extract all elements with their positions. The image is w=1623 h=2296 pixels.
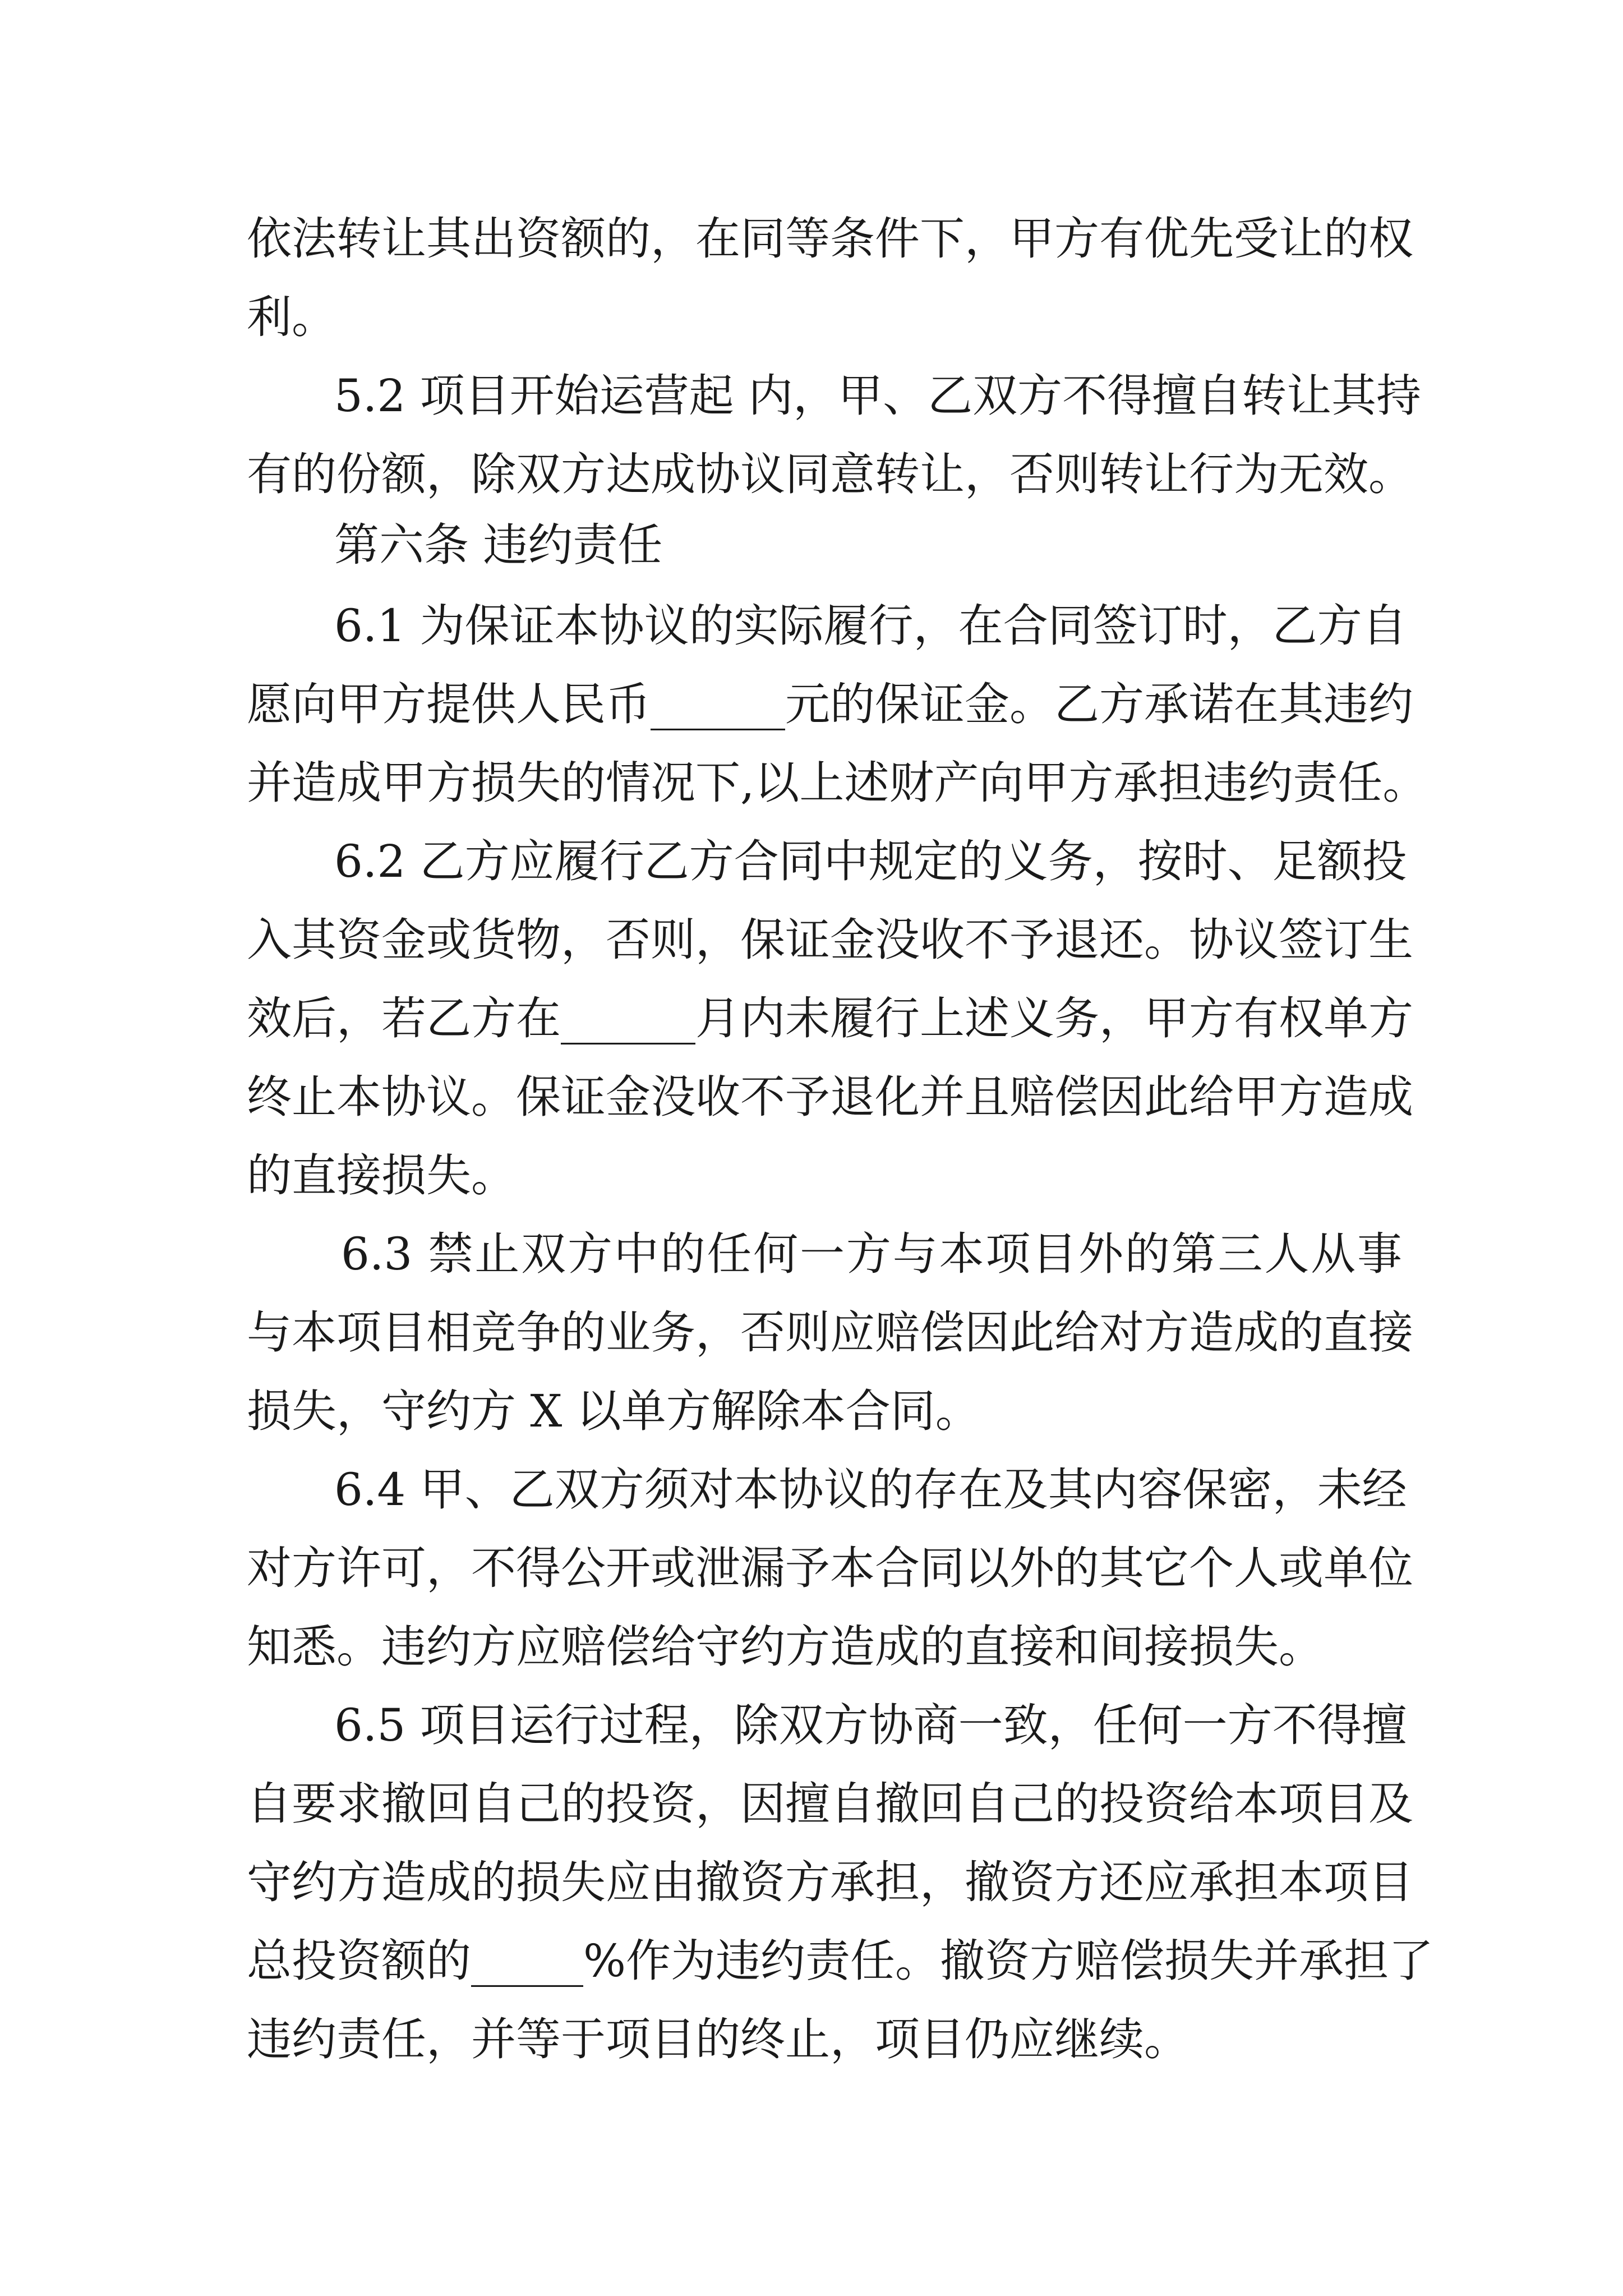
text-line: 损失，守约方 X 以单方解除本合同。 bbox=[247, 1385, 980, 1437]
section-heading: 第六条 违约责任 bbox=[334, 519, 663, 571]
text-line: 有的份额，除双方达成协议同意转让，否则转让行为无效。 bbox=[247, 448, 1413, 500]
text-line: 6.2 乙方应履行乙方合同中规定的义务，按时、足额投 bbox=[334, 835, 1407, 887]
text-line: 6.4 甲、乙双方须对本协议的存在及其内容保密，未经 bbox=[334, 1464, 1407, 1516]
text-line: 利。 bbox=[247, 291, 336, 343]
text-line: 终止本协议。保证金没收不予退化并且赔偿因此给甲方造成 bbox=[247, 1071, 1413, 1123]
text-line: 知悉。违约方应赔偿给守约方造成的直接和间接损失。 bbox=[247, 1621, 1324, 1673]
text-line: 自要求撤回自己的投资，因擅自撤回自己的投资给本项目及 bbox=[247, 1778, 1413, 1830]
text-line: 6.1 为保证本协议的实际履行，在合同签订时，乙方自 bbox=[334, 600, 1407, 652]
text-line: 6.5 项目运行过程，除双方协商一致，任何一方不得擅 bbox=[334, 1699, 1407, 1751]
text-line: 对方许可，不得公开或泄漏予本合同以外的其它个人或单位 bbox=[247, 1542, 1413, 1594]
text-line: 并造成甲方损失的情况下,以上述财产向甲方承担违约责任。 bbox=[247, 757, 1428, 809]
text-line: 违约责任，并等于项目的终止，项目仍应继续。 bbox=[247, 2013, 1189, 2065]
text-line: 5.2 项目开始运营起 内，甲、乙双方不得擅自转让其持 bbox=[334, 370, 1422, 422]
text-line: 总投资额的_____%作为违约责任。撤资方赔偿损失并承担了 bbox=[247, 1935, 1434, 1987]
text-line: 的直接损失。 bbox=[247, 1149, 516, 1202]
text-line: 愿向甲方提供人民币______元的保证金。乙方承诺在其违约 bbox=[247, 678, 1413, 730]
text-line: 效后，若乙方在______月内未履行上述义务，甲方有权单方 bbox=[247, 992, 1413, 1045]
text-line: 入其资金或货物，否则，保证金没收不予退还。协议签订生 bbox=[247, 914, 1413, 966]
text-line: 6.3 禁止双方中的任何一方与本项目外的第三人从事 bbox=[341, 1228, 1402, 1280]
text-line: 与本项目相竞争的业务，否则应赔偿因此给对方造成的直接 bbox=[247, 1306, 1413, 1359]
text-line: 依法转让其出资额的，在同等条件下，甲方有优先受让的权 bbox=[247, 213, 1413, 265]
text-line: 守约方造成的损失应由撤资方承担，撤资方还应承担本项目 bbox=[247, 1856, 1413, 1908]
